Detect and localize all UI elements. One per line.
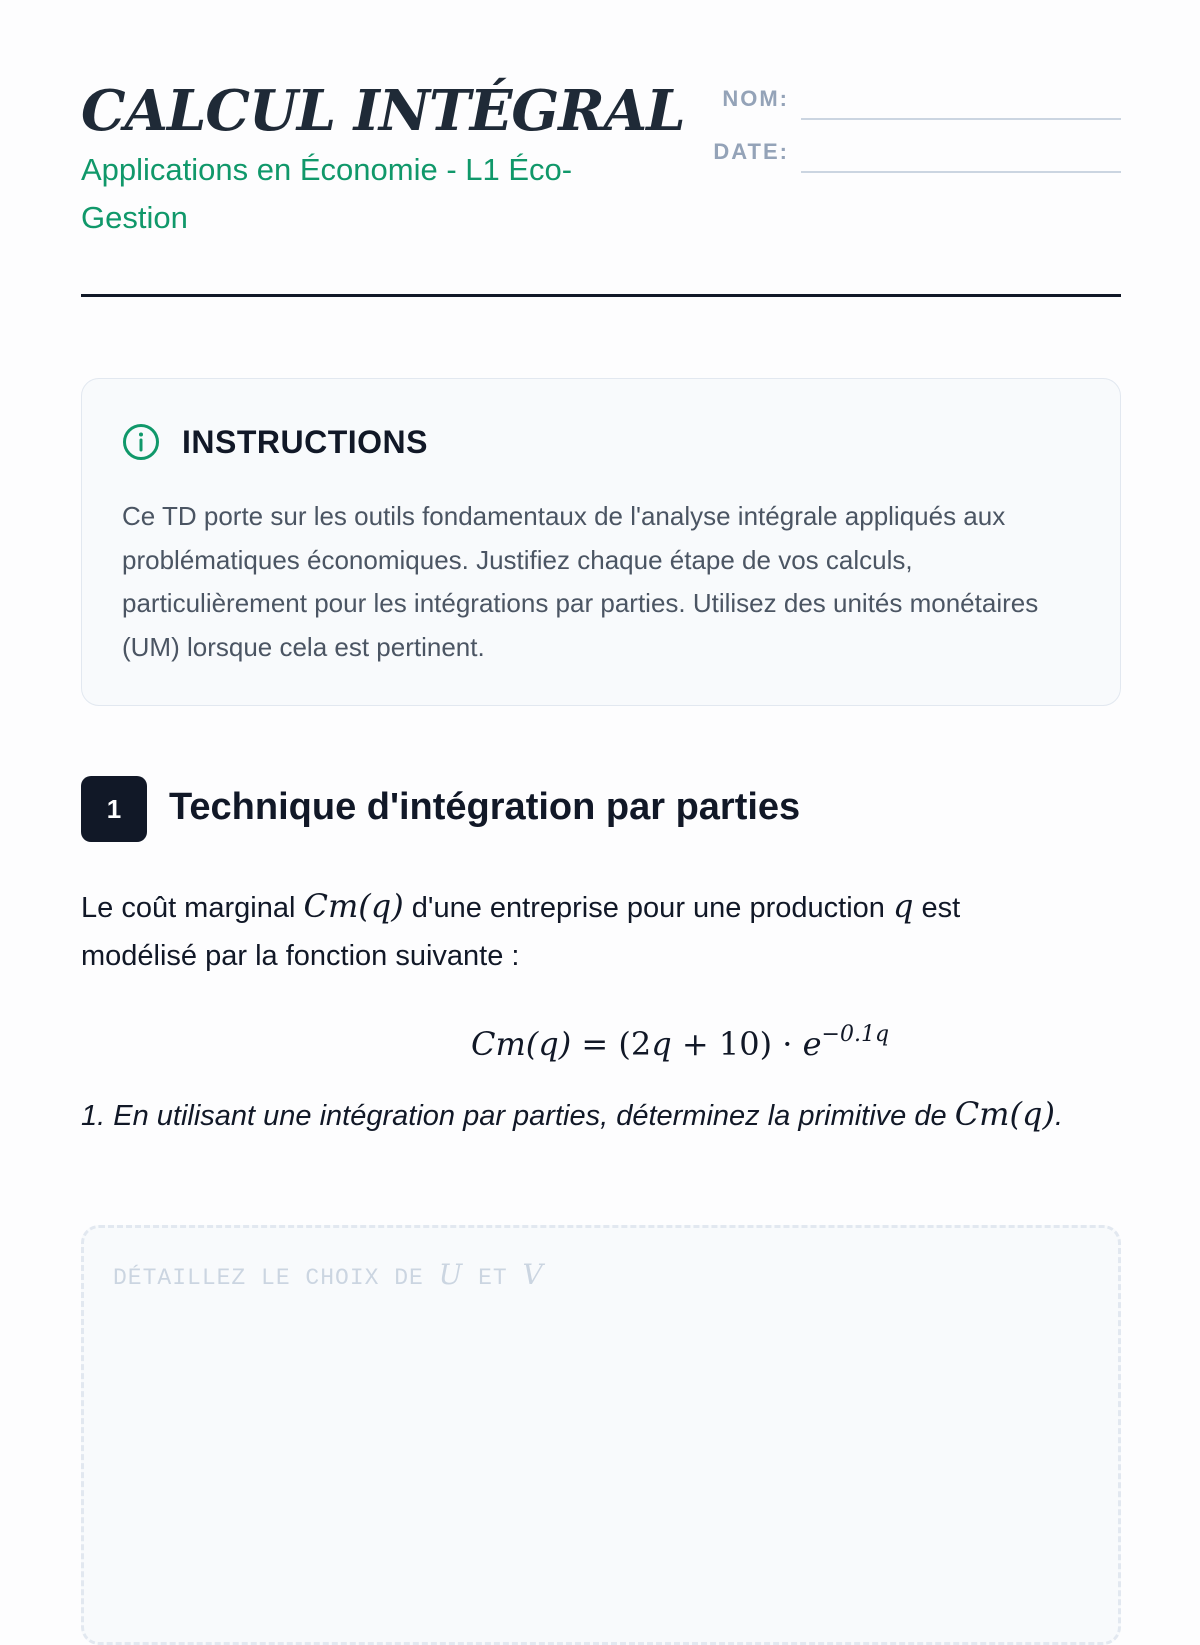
intro-text: d'une entreprise pour une production [403,892,893,924]
marginal-cost-formula [81,1010,1200,1069]
question-text: . [1054,1100,1064,1132]
section-intro [81,882,1081,980]
placeholder-math-v: V [522,1258,544,1291]
date-label: DATE: [713,139,789,164]
section-number-badge: 1 [81,776,147,842]
instructions-text: Ce TD porte sur les outils fondamentaux de l'analyse intégrale appliqués aux problématiques économiques. Justifiez chaque étape de vos calculs, particulièrement pour les intégrations par parties. Utilisez des unités monétaires (UM) lorsque cela est pertinent. [122,501,1039,662]
header-divider [81,294,1121,297]
question-1 [81,1090,1081,1140]
placeholder-math-u: U [438,1258,464,1291]
info-icon [122,423,160,461]
formula-mid: + 10) · [671,1025,803,1063]
instructions-title: INSTRUCTIONS [182,424,428,460]
date-row [701,135,1121,188]
worksheet-page [81,0,1121,1600]
math-q: q [892,887,914,925]
name-field[interactable] [801,118,1121,120]
date-field[interactable] [801,171,1121,173]
answer-area[interactable] [81,1225,1121,1645]
question-math: Cm(q) [954,1095,1055,1133]
student-info [701,82,1121,188]
math-cm-q: Cm(q) [303,887,404,925]
placeholder-text: DÉTAILLEZ LE CHOIX DE [113,1265,439,1291]
page-title: CALCUL INTÉGRAL [81,78,685,144]
formula-q: q [651,1025,672,1063]
formula-exponent: −0.1q [821,1022,890,1047]
intro-text: Le coût marginal [81,892,304,924]
instructions-box [81,378,1121,706]
page-subtitle: Applications en Économie - L1 Éco-Gestion [81,152,573,235]
name-row [701,82,1121,135]
answer-placeholder [113,1258,544,1291]
placeholder-text: ET [463,1265,523,1291]
name-label: NOM: [722,86,789,111]
formula-lhs: Cm(q) [470,1025,572,1063]
formula-eq: = (2 [571,1025,652,1063]
question-text: 1. En utilisant une intégration par parties, déterminez la primitive de [81,1100,955,1132]
intro-text: est modélisé par la fonction suivante : [81,892,961,972]
section-title: Technique d'intégration par parties [169,786,801,828]
formula-e: e [802,1025,822,1063]
